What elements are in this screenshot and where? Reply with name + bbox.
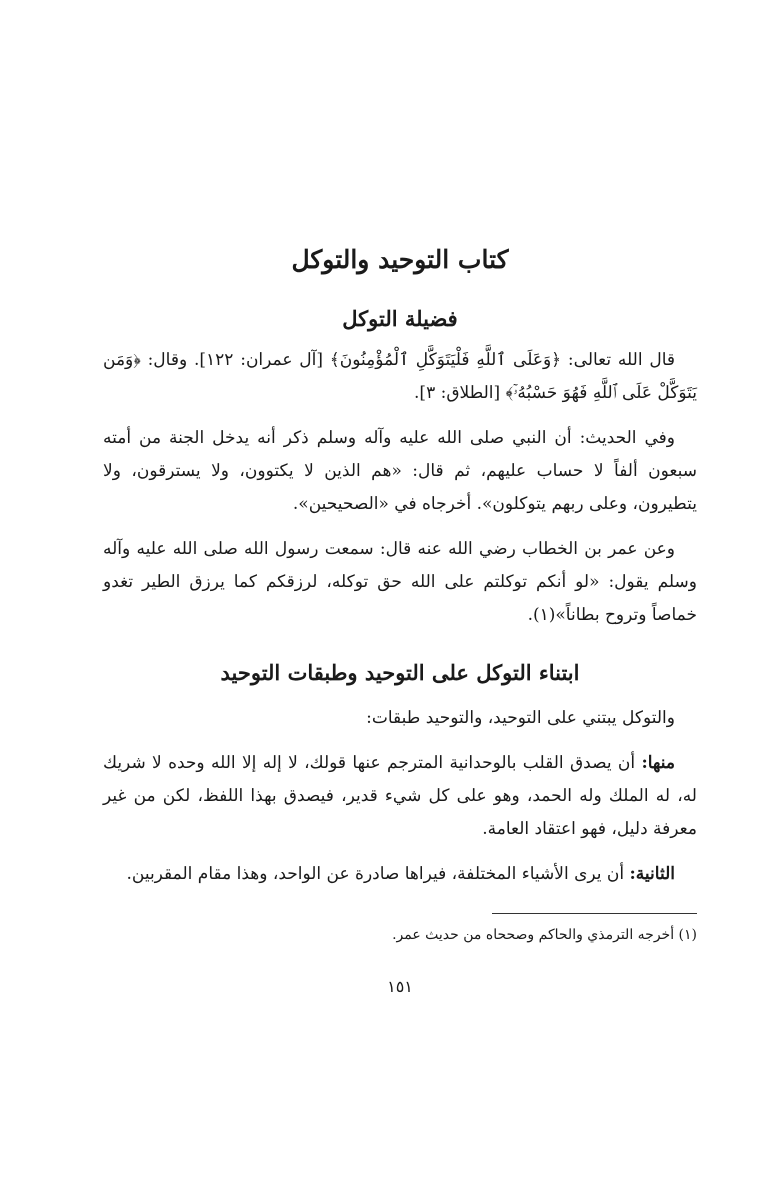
book-title: كتاب التوحيد والتوكل [291,245,509,274]
footnote: (١) أخرجه الترمذي والحاكم وصححاه من حديث عمر. [392,927,697,943]
paragraph-hadith-umar: وعن عمر بن الخطاب رضي الله عنه قال: سمعت رسول الله صلى الله عليه وآله وسلم يقول: «لو أنكم توكلتم على الله حق توكله، لرزقكم كما يرزق الطير تغدو خماصاً وتروح بطاناً»(١). [103,539,697,625]
level-two-label: الثانية: [629,864,675,884]
paragraph-level-one [103,747,697,846]
footnote-divider [492,913,697,914]
book-page [103,240,697,1000]
level-one-text: أن يصدق القلب بالوحدانية المترجم عنها قولك، لا إله إلا الله وحده لا شريك له، له الملك وله الحمد، وهو على كل شيء قدير، فيصدق بهذا اللفظ، لكن من غير معرفة دليل، فهو اعتقاد العامة. [103,753,697,839]
section-title-virtue-of-tawakkul: فضيلة التوكل [342,306,458,331]
paragraph-level-two [103,858,697,891]
level-one-label: منها: [641,753,675,773]
paragraph-quran-verses: قال الله تعالى: ﴿وَعَلَى ٱللَّهِ فَلْيَتَوَكَّلِ ٱلْمُؤْمِنُونَ﴾ [آل عمران: ١٢٢]. وقال: ﴿وَمَن يَتَوَكَّلْ عَلَى ٱللَّهِ فَهُوَ حَسْبُهُۥٓ﴾ [الطلاق: ٣]. [103,350,697,403]
section-title-tawhid-levels: ابتناء التوكل على التوحيد وطبقات التوحيد [220,660,580,685]
paragraph-tawhid-intro: والتوكل يبتني على التوحيد، والتوحيد طبقات: [366,708,675,728]
paragraph-hadith-seventy-thousand: وفي الحديث: أن النبي صلى الله عليه وآله وسلم ذكر أنه يدخل الجنة من أمته سبعون ألفاً لا حساب عليهم، ثم قال: «هم الذين لا يكتوون، ولا يسترقون، ولا يتطيرون، وعلى ربهم يتوكلون». أخرجاه في «الصحيحين». [103,428,697,514]
level-two-text: أن يرى الأشياء المختلفة، فيراها صادرة عن الواحد، وهذا مقام المقربين. [126,864,630,884]
page-number: ١٥١ [387,977,413,996]
